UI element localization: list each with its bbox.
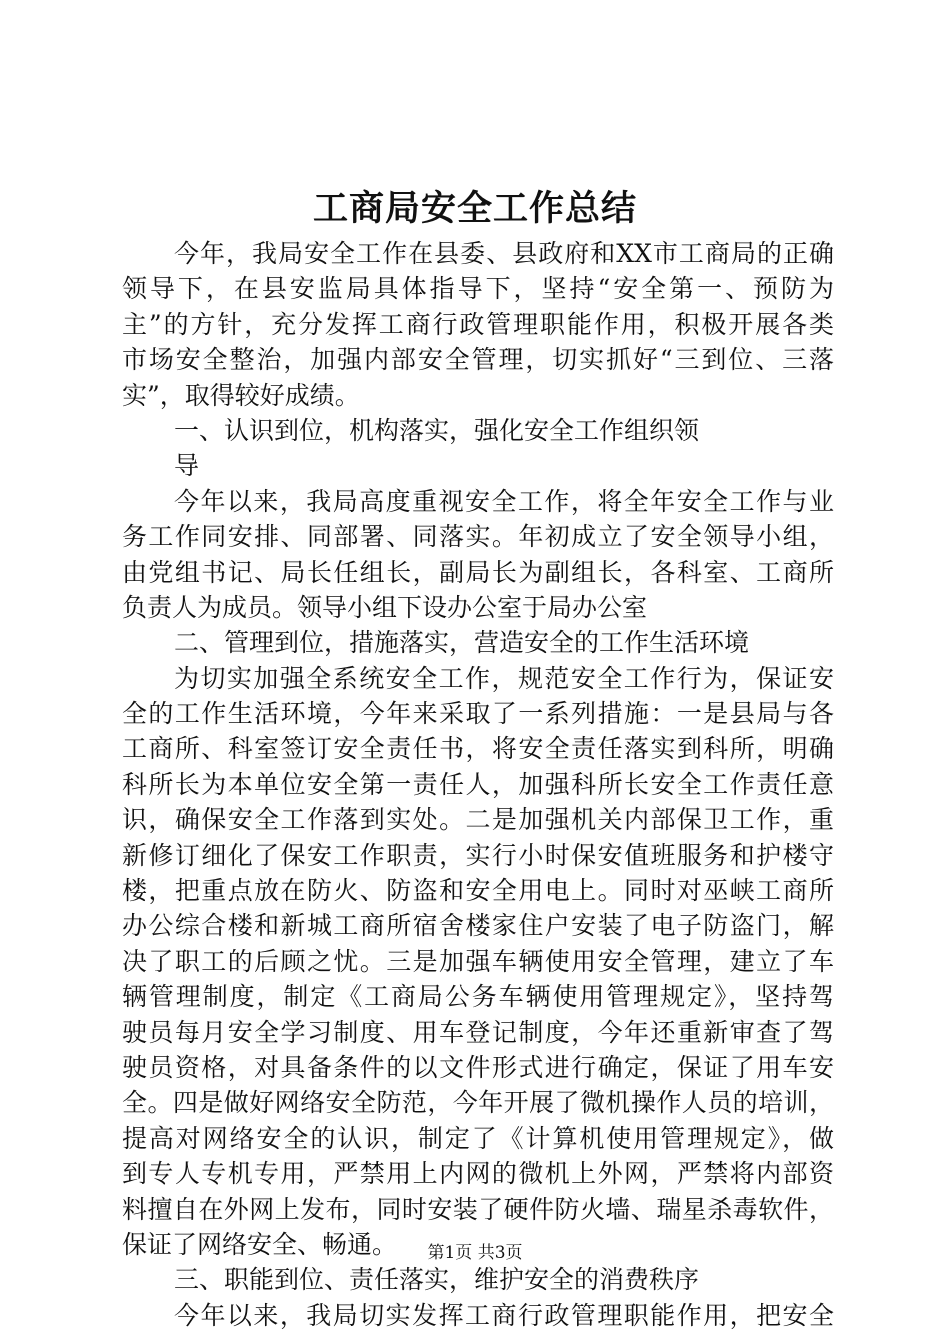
paragraph-line: 楼，把重点放在防火、防盗和安全用电上。同时对巫峡工商所 [122, 876, 834, 906]
paragraph-line: 务工作同安排、同部署、同落实。年初成立了安全领导小组， [122, 522, 834, 552]
paragraph-line: 主”的方针，充分发挥工商行政管理职能作用，积极开展各类 [122, 309, 834, 339]
paragraph-line: 决了职工的后顾之忧。三是加强车辆使用安全管理，建立了车 [122, 946, 834, 976]
document-title: 工商局安全工作总结 [312, 188, 637, 229]
section-heading: 一、认识到位，机构落实，强化安全工作组织领 [174, 415, 700, 445]
paragraph-line: 市场安全整治，加强内部安全管理，切实抓好“三到位、三落 [122, 345, 834, 375]
paragraph-line: 今年以来，我局切实发挥工商行政管理职能作用，把安全 [174, 1300, 834, 1330]
paragraph-line: 今年，我局安全工作在县委、县政府和XX市工商局的正确 [174, 239, 834, 268]
paragraph-line: 负责人为成员。领导小组下设办公室于局办公室 [122, 592, 648, 622]
paragraph-line: 提高对网络安全的认识，制定了《计算机使用管理规定》，做 [122, 1123, 834, 1153]
paragraph-line: 到专人专机专用，严禁用上内网的微机上外网，严禁将内部资 [122, 1159, 834, 1189]
document-body [122, 236, 834, 1333]
paragraph-line: 领导下，在县安监局具体指导下，坚持“安全第一、预防为 [122, 274, 834, 304]
paragraph-line: 办公综合楼和新城工商所宿舍楼家住户安装了电子防盗门，解 [122, 911, 834, 941]
paragraph-line: 新修订细化了保安工作职责，实行小时保安值班服务和护楼守 [122, 840, 834, 870]
paragraph-line: 全的工作生活环境，今年来采取了一系列措施：一是县局与各 [122, 699, 834, 729]
paragraph-line: 保证了网络安全、畅通。 [122, 1229, 398, 1259]
paragraph-line: 今年以来，我局高度重视安全工作，将全年安全工作与业 [174, 486, 834, 516]
paragraph-line: 由党组书记、局长任组长，副局长为副组长，各科室、工商所 [122, 557, 834, 587]
paragraph-line: 料擅自在外网上发布，同时安装了硬件防火墙、瑞星杀毒软件， [122, 1194, 834, 1224]
paragraph-line: 工商所、科室签订安全责任书，将安全责任落实到科所，明确 [122, 734, 834, 764]
paragraph-line: 辆管理制度，制定《工商局公务车辆使用管理规定》，坚持驾 [122, 982, 834, 1012]
page-footer: 第1页 共3页 [427, 1243, 523, 1263]
section-heading: 三、职能到位、责任落实，维护安全的消费秩序 [174, 1265, 700, 1295]
paragraph-line: 驶员资格，对具备条件的以文件形式进行确定，保证了用车安 [122, 1052, 834, 1082]
paragraph-line: 实”，取得较好成绩。 [122, 380, 360, 410]
section-heading: 导 [174, 451, 200, 481]
paragraph-line: 驶员每月安全学习制度、用车登记制度，今年还重新审查了驾 [122, 1017, 834, 1047]
paragraph-line: 识，确保安全工作落到实处。二是加强机关内部保卫工作，重 [122, 805, 834, 835]
section-heading: 二、管理到位，措施落实，营造安全的工作生活环境 [174, 628, 750, 658]
paragraph-line: 科所长为本单位安全第一责任人，加强科所长安全工作责任意 [122, 769, 834, 799]
paragraph-line: 为切实加强全系统安全工作，规范安全工作行为，保证安 [174, 663, 834, 693]
paragraph-line: 全。四是做好网络安全防范，今年开展了微机操作人员的培训， [122, 1088, 834, 1118]
